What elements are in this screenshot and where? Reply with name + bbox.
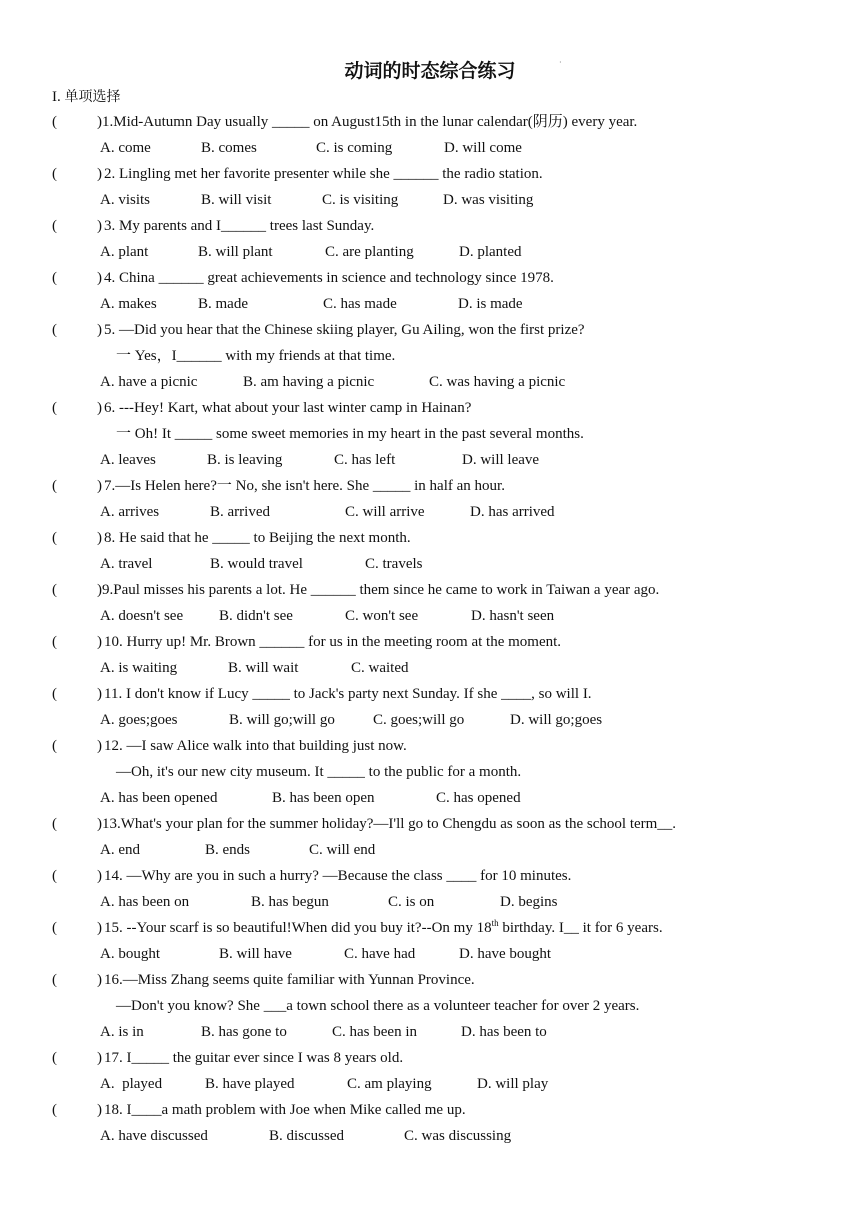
- option-c: C. will end: [309, 842, 376, 858]
- option-b: B. will wait: [228, 660, 299, 676]
- answer-paren-open: (: [52, 686, 57, 702]
- question-stem-continued: 一 Yes，I______ with my friends at that time.: [116, 348, 396, 364]
- answer-paren-close: ): [97, 478, 102, 494]
- answer-paren-close: ): [97, 738, 102, 754]
- option-a: A. end: [100, 842, 140, 858]
- option-a: A. travel: [100, 556, 153, 572]
- answer-paren-open: (: [52, 1102, 57, 1118]
- question-stem-part: 15. --Your scarf is so beautiful!When did you buy it?--On my 18: [104, 920, 492, 936]
- section-heading: [52, 86, 121, 106]
- option-c: C. goes;will go: [373, 712, 465, 728]
- option-b: B. made: [198, 296, 248, 312]
- answer-paren-open: (: [52, 114, 57, 130]
- ordinal-suffix: th: [491, 918, 499, 928]
- option-a: A. makes: [100, 296, 157, 312]
- answer-paren-open: (: [52, 400, 57, 416]
- option-a: A. has been opened: [100, 790, 218, 806]
- option-a: A. played: [100, 1076, 163, 1092]
- question-stem: 9.Paul misses his parents a lot. He ______ them since he came to work in Taiwan a year ago.: [102, 582, 660, 598]
- option-c: C. is on: [388, 894, 435, 910]
- question-stem: 5. —Did you hear that the Chinese skiing player, Gu Ailing, won the first prize?: [104, 322, 585, 338]
- option-c: C. will arrive: [345, 504, 425, 520]
- question-stem: 8. He said that he _____ to Beijing the next month.: [104, 530, 411, 546]
- option-d: D. was visiting: [443, 192, 534, 208]
- question-stem-continued: —Don't you know? She ___a town school there as a volunteer teacher for over 2 years.: [116, 998, 640, 1014]
- option-b: B. would travel: [210, 556, 303, 572]
- option-c: C. waited: [351, 660, 409, 676]
- section-label: 单项选择: [64, 89, 121, 105]
- option-a: A. come: [100, 140, 151, 156]
- option-c: C. is coming: [316, 140, 393, 156]
- question-stem-part: birthday. I__ it for 6 years.: [498, 920, 663, 936]
- answer-paren-close: ): [97, 634, 102, 650]
- option-c: C. won't see: [345, 608, 419, 624]
- answer-paren-open: (: [52, 218, 57, 234]
- answer-paren-close: ): [97, 1050, 102, 1066]
- question-stem: 13.What's your plan for the summer holiday?—I'll go to Chengdu as soon as the school term__.: [102, 816, 677, 832]
- decorative-dot: ·: [559, 58, 562, 67]
- option-a: A. plant: [100, 244, 149, 260]
- option-d: D. planted: [459, 244, 522, 260]
- option-a: A. have discussed: [100, 1128, 208, 1144]
- option-b: B. has begun: [251, 894, 329, 910]
- option-c: C. are planting: [325, 244, 414, 260]
- option-a: A. leaves: [100, 452, 156, 468]
- question-stem: 11. I don't know if Lucy _____ to Jack's party next Sunday. If she ____, so will I.: [104, 686, 592, 702]
- answer-paren-open: (: [52, 322, 57, 338]
- answer-paren-open: (: [52, 738, 57, 754]
- answer-paren-close: ): [97, 166, 102, 182]
- answer-paren-open: (: [52, 816, 57, 832]
- option-c: C. am playing: [347, 1076, 432, 1092]
- question-stem-continued: 一 Oh! It _____ some sweet memories in my heart in the past several months.: [116, 426, 584, 442]
- option-d: D. will come: [444, 140, 522, 156]
- answer-paren-close: ): [97, 114, 102, 130]
- question-stem: 4. China ______ great achievements in science and technology since 1978.: [104, 270, 554, 286]
- question-stem: 1.Mid-Autumn Day usually _____ on August15th in the lunar calendar(阴历) every year.: [102, 114, 638, 130]
- answer-paren-close: ): [97, 218, 102, 234]
- section-number: I.: [52, 89, 61, 105]
- option-d: D. is made: [458, 296, 523, 312]
- question-stem-continued: —Oh, it's our new city museum. It _____ to the public for a month.: [116, 764, 522, 780]
- option-a: A. is in: [100, 1024, 144, 1040]
- option-d: D. will leave: [462, 452, 540, 468]
- answer-paren-close: ): [97, 322, 102, 338]
- answer-paren-close: ): [97, 920, 102, 936]
- option-b: B. comes: [201, 140, 257, 156]
- question-stem: 16.—Miss Zhang seems quite familiar with Yunnan Province.: [104, 972, 475, 988]
- question-stem: 10. Hurry up! Mr. Brown ______ for us in the meeting room at the moment.: [104, 634, 562, 650]
- option-d: D. hasn't seen: [471, 608, 555, 624]
- answer-paren-close: ): [97, 530, 102, 546]
- option-a: A. have a picnic: [100, 374, 198, 390]
- answer-paren-open: (: [52, 920, 57, 936]
- option-b: B. didn't see: [219, 608, 293, 624]
- answer-paren-close: ): [97, 972, 102, 988]
- option-b: B. will plant: [198, 244, 273, 260]
- question-stem: 6. ---Hey! Kart, what about your last winter camp in Hainan?: [104, 400, 472, 416]
- option-a: A. bought: [100, 946, 160, 962]
- question-stem: 14. —Why are you in such a hurry? —Because the class ____ for 10 minutes.: [104, 868, 572, 884]
- option-c: C. has opened: [436, 790, 521, 806]
- option-b: B. discussed: [269, 1128, 344, 1144]
- answer-paren-close: ): [97, 816, 102, 832]
- option-a: A. goes;goes: [100, 712, 178, 728]
- option-b: B. will go;will go: [229, 712, 335, 728]
- answer-paren-open: (: [52, 478, 57, 494]
- answer-paren-close: ): [97, 400, 102, 416]
- answer-paren-open: (: [52, 1050, 57, 1066]
- option-b: B. arrived: [210, 504, 270, 520]
- option-b: B. have played: [205, 1076, 295, 1092]
- answer-paren-open: (: [52, 270, 57, 286]
- option-c: C. was discussing: [404, 1128, 512, 1144]
- option-a: A. has been on: [100, 894, 190, 910]
- answer-paren-close: ): [97, 686, 102, 702]
- option-a: A. arrives: [100, 504, 160, 520]
- option-c: C. was having a picnic: [429, 374, 566, 390]
- option-c: C. travels: [365, 556, 423, 572]
- option-a: A. visits: [100, 192, 151, 208]
- answer-paren-open: (: [52, 868, 57, 884]
- option-b: B. has gone to: [201, 1024, 287, 1040]
- page-title: 动词的时态综合练习: [344, 60, 516, 82]
- option-c: C. has left: [334, 452, 396, 468]
- option-d: D. have bought: [459, 946, 552, 962]
- answer-paren-close: ): [97, 270, 102, 286]
- answer-paren-close: ): [97, 1102, 102, 1118]
- answer-paren-open: (: [52, 972, 57, 988]
- answer-paren-close: ): [97, 868, 102, 884]
- answer-paren-open: (: [52, 166, 57, 182]
- question-stem: 12. —I saw Alice walk into that building just now.: [104, 738, 407, 754]
- option-c: C. is visiting: [322, 192, 399, 208]
- option-c: C. has made: [323, 296, 397, 312]
- option-b: B. will have: [219, 946, 292, 962]
- question-stem: [104, 918, 663, 938]
- option-c: C. has been in: [332, 1024, 417, 1040]
- option-a: A. is waiting: [100, 660, 178, 676]
- answer-paren-open: (: [52, 530, 57, 546]
- option-d: D. will play: [477, 1076, 549, 1092]
- question-stem: 18. I____a math problem with Joe when Mike called me up.: [104, 1102, 466, 1118]
- answer-paren-open: (: [52, 582, 57, 598]
- answer-paren-open: (: [52, 634, 57, 650]
- option-b: B. will visit: [201, 192, 272, 208]
- option-d: D. has been to: [461, 1024, 547, 1040]
- option-d: D. will go;goes: [510, 712, 603, 728]
- answer-paren-close: ): [97, 582, 102, 598]
- option-d: D. has arrived: [470, 504, 555, 520]
- question-stem: 2. Lingling met her favorite presenter while she ______ the radio station.: [104, 166, 543, 182]
- option-b: B. ends: [205, 842, 250, 858]
- option-b: B. has been open: [272, 790, 375, 806]
- option-b: B. am having a picnic: [243, 374, 375, 390]
- option-b: B. is leaving: [207, 452, 283, 468]
- question-stem: 3. My parents and I______ trees last Sunday.: [104, 218, 375, 234]
- question-stem: 17. I_____ the guitar ever since I was 8 years old.: [104, 1050, 404, 1066]
- option-a: A. doesn't see: [100, 608, 184, 624]
- option-d: D. begins: [500, 894, 558, 910]
- question-stem: 7.—Is Helen here?一 No, she isn't here. She _____ in half an hour.: [104, 478, 505, 494]
- option-c: C. have had: [344, 946, 416, 962]
